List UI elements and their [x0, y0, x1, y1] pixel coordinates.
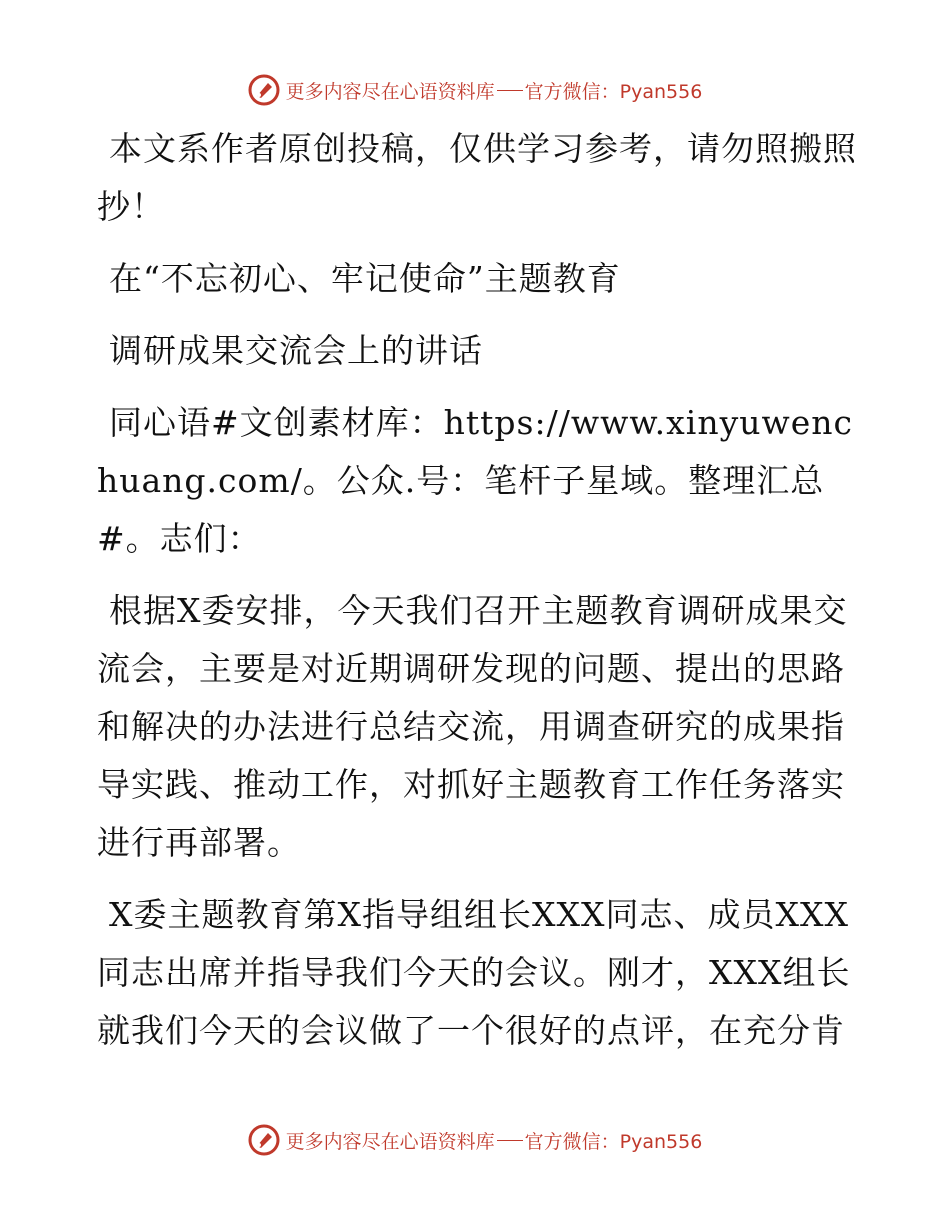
paragraph-source: 同心语#文创素材库：https://www.xinyuwenchuang.com/。公众.号：笔杆子星域。整理汇总#。志们： — [97, 403, 853, 558]
paragraph-body-1: 根据X委安排，今天我们召开主题教育调研成果交流会，主要是对近期调研发现的问题、提出的思路和解决的办法进行总结交流，用调查研究的成果指导实践、推动工作，对抓好主题教育工作任务落实进行再部署。 — [97, 591, 848, 862]
paragraph-notice: 本文系作者原创投稿，仅供学习参考，请勿照搬照抄！ — [97, 129, 857, 226]
header-banner — [0, 70, 950, 110]
paragraph-title-line1: 在“不忘初心、牢记使命”主题教育 — [109, 259, 621, 298]
banner-dash — [497, 90, 523, 91]
banner-text-library: 更多内容尽在心语资料库 — [285, 1130, 495, 1153]
banner-text-wechat: 官方微信：Pyan556 — [524, 80, 703, 103]
banner-text-library: 更多内容尽在心语资料库 — [285, 80, 495, 103]
banner-dash — [497, 1140, 523, 1141]
paragraph-title-line2: 调研成果交流会上的讲话 — [109, 331, 483, 370]
banner-text-wechat: 官方微信：Pyan556 — [524, 1130, 703, 1153]
document-body — [97, 120, 857, 1060]
pen-nib-circle-icon — [248, 1124, 280, 1156]
paragraph-body-2: X委主题教育第X指导组组长XXX同志、成员XXX同志出席并指导我们今天的会议。刚才，XXX组长就我们今天的会议做了一个很好的点评，在充分肯 — [97, 895, 851, 1050]
pen-nib-circle-icon — [248, 74, 280, 106]
footer-banner — [0, 1120, 950, 1160]
